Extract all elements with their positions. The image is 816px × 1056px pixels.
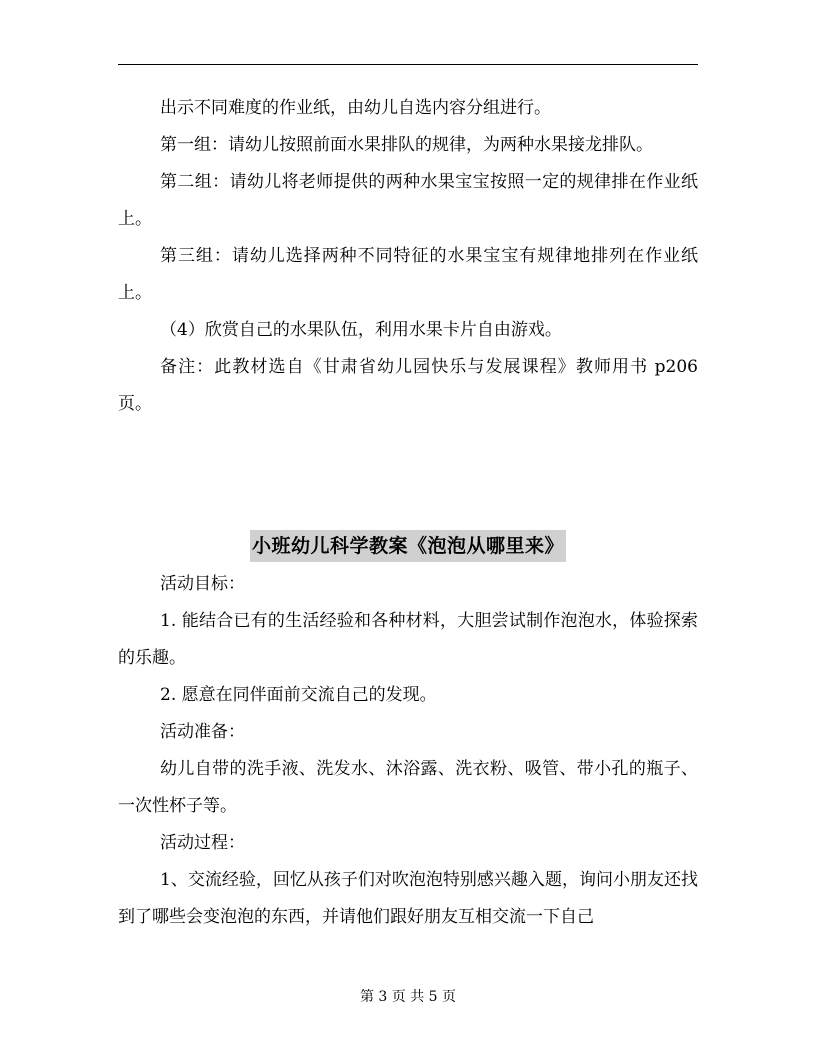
page-footer: 第 3 页 共 5 页 [359,989,457,1005]
section2-body [118,566,698,936]
paragraph: 第二组：请幼儿将老师提供的两种水果宝宝按照一定的规律排在作业纸上。 [118,172,698,229]
paragraph: 活动目标： [160,574,245,594]
paragraph: 1、交流经验，回忆从孩子们对吹泡泡特别感兴趣入题，询问小朋友还找到了哪些会变泡泡的东西，并请他们跟好朋友互相交流一下自己 [118,870,698,927]
paragraph: 活动过程： [160,833,245,853]
paragraph: 第三组：请幼儿选择两种不同特征的水果宝宝有规律地排列在作业纸上。 [118,246,698,303]
paragraph: 活动准备： [160,722,245,742]
paragraph: 出示不同难度的作业纸，由幼儿自选内容分组进行。 [160,98,551,118]
section2-title-wrap [0,530,816,562]
header-rule [118,64,698,65]
paragraph: 1. 能结合已有的生活经验和各种材料，大胆尝试制作泡泡水，体验探索的乐趣。 [118,611,698,668]
paragraph: （4）欣赏自己的水果队伍，利用水果卡片自由游戏。 [160,320,562,340]
section1-body [118,90,698,423]
paragraph: 2. 愿意在同伴面前交流自己的发现。 [160,685,437,705]
section-title: 小班幼儿科学教案《泡泡从哪里来》 [250,530,566,562]
paragraph: 幼儿自带的洗手液、洗发水、沐浴露、洗衣粉、吸管、带小孔的瓶子、一次性杯子等。 [118,759,698,816]
paragraph: 备注：此教材选自《甘肃省幼儿园快乐与发展课程》教师用书 p206 页。 [118,357,698,414]
paragraph: 第一组：请幼儿按照前面水果排队的规律，为两种水果接龙排队。 [160,135,653,155]
